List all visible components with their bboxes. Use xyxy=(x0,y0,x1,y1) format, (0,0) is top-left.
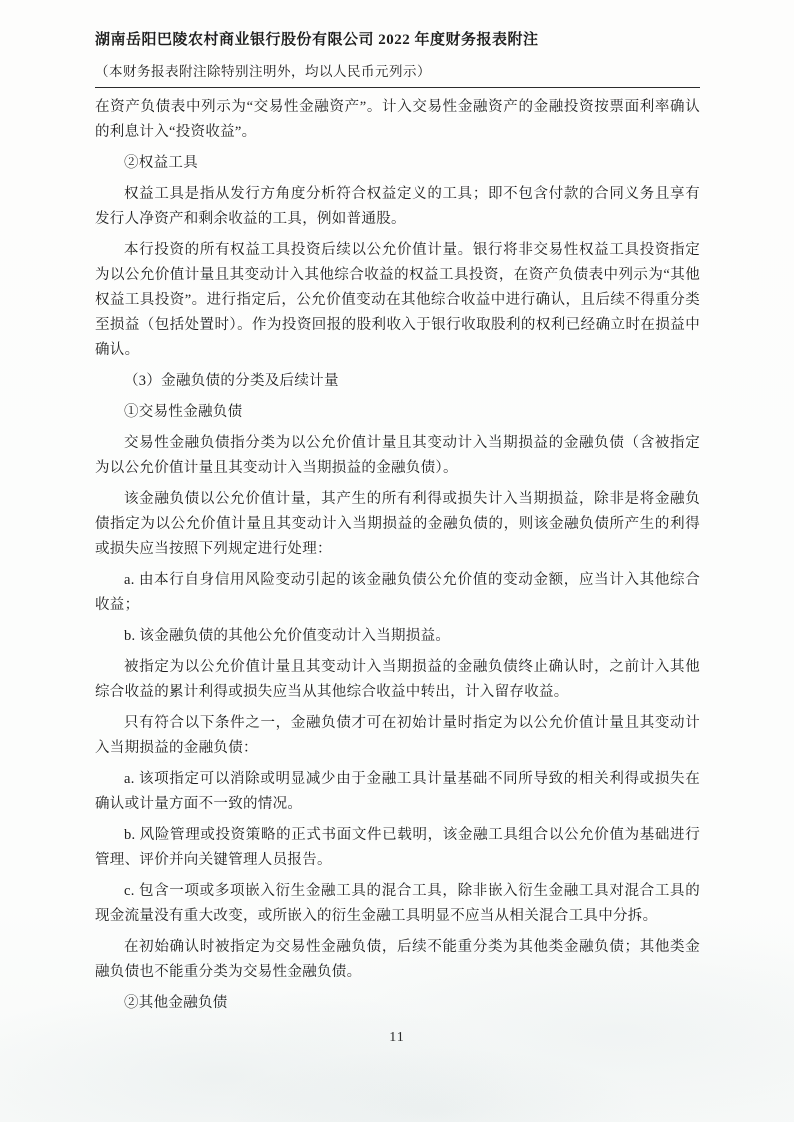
paragraph: 只有符合以下条件之一，金融负债才可在初始计量时指定为以公允价值计量且其变动计入当期损益的金融负债： xyxy=(95,715,700,756)
paragraph-item-b: b. 风险管理或投资策略的正式书面文件已载明，该金融工具组合以公允价值为基础进行管理、评价并向关键管理人员报告。 xyxy=(95,827,700,868)
paragraph: 在初始确认时被指定为交易性金融负债，后续不能重分类为其他类金融负债；其他类金融负债也不能重分类为交易性金融负债。 xyxy=(95,939,700,980)
document-subtitle: （本财务报表附注除特别注明外，均以人民币元列示） xyxy=(95,64,431,79)
paragraph: 本行投资的所有权益工具投资后续以公允价值计量。银行将非交易性权益工具投资指定为以公允价值计量且其变动计入其他综合收益的权益工具投资，在资产负债表中列示为“其他权益工具投资”。进行指定后，公允价值变动在其他综合收益中进行确认，且后续不得重分类至损益（包括处置时）。作为投资回报的股利收入于银行收取股利的权利已经确立时在损益中确认。 xyxy=(95,242,700,358)
paragraph-item-a: a. 由本行自身信用风险变动引起的该金融负债公允价值的变动金额，应当计入其他综合收益； xyxy=(95,572,700,613)
page-number: 11 xyxy=(389,1030,405,1045)
paragraph: 被指定为以公允价值计量且其变动计入当期损益的金融负债终止确认时，之前计入其他综合收益的累计利得或损失应当从其他综合收益中转出，计入留存收益。 xyxy=(95,659,700,700)
section-heading-trading-liabilities: ①交易性金融负债 xyxy=(124,404,243,420)
section-heading-other-financial-liabilities: ②其他金融负债 xyxy=(124,995,228,1011)
paragraph-item-b: b. 该金融负债的其他公允价值变动计入当期损益。 xyxy=(124,628,451,644)
header-divider xyxy=(95,87,700,88)
paragraph: 权益工具是指从发行方角度分析符合权益定义的工具；即不包含付款的合同义务且享有发行人净资产和剩余收益的工具，例如普通股。 xyxy=(95,186,700,227)
paragraph-item-a: a. 该项指定可以消除或明显减少由于金融工具计量基础不同所导致的相关利得或损失在确认或计量方面不一致的情况。 xyxy=(95,771,700,812)
paragraph-item-c: c. 包含一项或多项嵌入衍生金融工具的混合工具，除非嵌入衍生金融工具对混合工具的现金流量没有重大改变，或所嵌入的衍生金融工具明显不应当从相关混合工具中分拆。 xyxy=(95,883,700,924)
paragraph: 交易性金融负债指分类为以公允价值计量且其变动计入当期损益的金融负债（含被指定为以公允价值计量且其变动计入当期损益的金融负债）。 xyxy=(95,435,700,476)
page-header xyxy=(95,30,700,88)
section-heading-financial-liabilities: （3）金融负债的分类及后续计量 xyxy=(124,373,339,389)
document-body xyxy=(95,95,700,1016)
page-footer xyxy=(0,1028,794,1046)
section-heading-equity-instruments: ②权益工具 xyxy=(124,155,198,171)
paragraph: 该金融负债以公允价值计量，其产生的所有利得或损失计入当期损益，除非是将金融负债指定为以公允价值计量且其变动计入当期损益的金融负债的，则该金融负债所产生的利得或损失应当按照下列规定进行处理： xyxy=(95,491,700,557)
document-title: 湖南岳阳巴陵农村商业银行股份有限公司 2022 年度财务报表附注 xyxy=(95,32,539,48)
paragraph-continuation: 在资产负债表中列示为“交易性金融资产”。计入交易性金融资产的金融投资按票面利率确认的利息计入“投资收益”。 xyxy=(95,99,700,140)
